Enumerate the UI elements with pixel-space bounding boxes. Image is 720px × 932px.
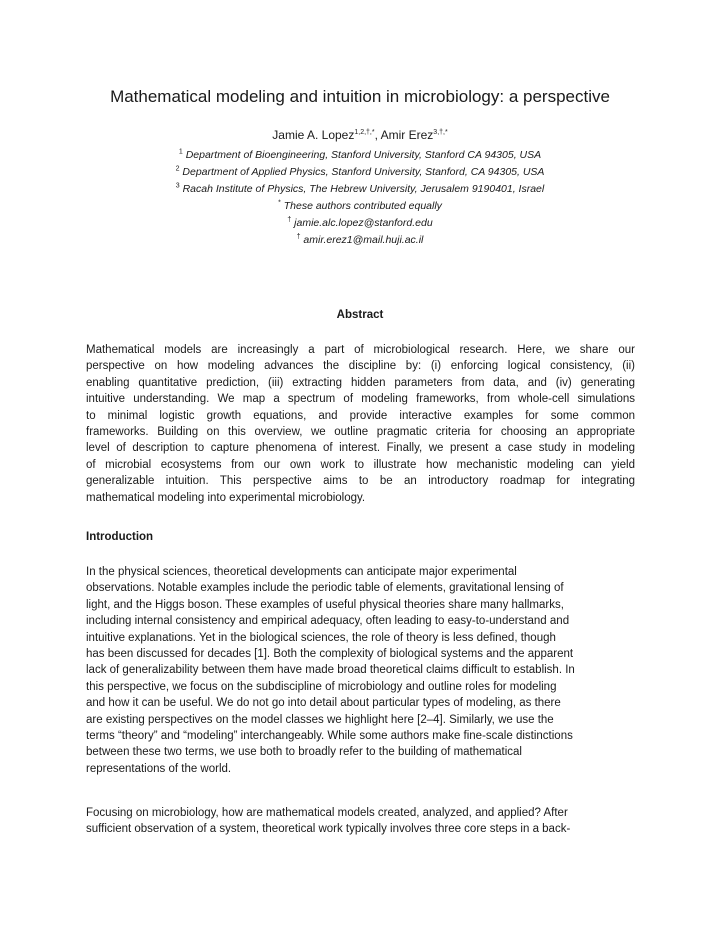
text-line: has been discussed for decades [1]. Both the complexity of biological systems and the apparent xyxy=(86,648,574,661)
text-line: In the physical sciences, theoretical developments can anticipate major experimental xyxy=(86,566,517,578)
email-link[interactable]: jamie.alc.lopez@stanford.edu xyxy=(294,217,433,229)
affiliation-line xyxy=(0,166,720,179)
affiliation-text: Department of Bioengineering, Stanford University, Stanford CA 94305, USA xyxy=(185,149,542,161)
text-line: between these two terms, we use both to broadly refer to the building of mathematical xyxy=(86,746,522,759)
affiliation-line xyxy=(0,149,720,162)
author-affiliation-marks: 1,2,†,* xyxy=(354,129,375,136)
text-line: Focusing on microbiology, how are mathematical models created, analyzed, and applied? After xyxy=(86,807,568,819)
author-name: Jamie A. Lopez xyxy=(272,128,355,142)
text-line: terms “theory” and “modeling” interchangeably. While some authors make fine-scale distinctions xyxy=(86,730,573,743)
affiliation-line xyxy=(0,217,720,230)
affiliation-line xyxy=(0,183,720,196)
author-separator: , xyxy=(374,128,381,142)
affiliation-text: Racah Institute of Physics, The Hebrew University, Jerusalem 9190401, Israel xyxy=(182,183,545,195)
affiliation-mark: † xyxy=(287,216,292,224)
text-line: enabling quantitative prediction, (iii) extracting hidden parameters from data, and (iv) generating xyxy=(86,376,635,389)
introduction-paragraph xyxy=(86,805,636,838)
affiliation-text: Department of Applied Physics, Stanford University, Stanford, CA 94305, USA xyxy=(182,166,545,178)
text-line: this perspective, we focus on the subdiscipline of microbiology and outline roles for modeling xyxy=(86,680,557,693)
text-line: Mathematical models are increasingly a part of microbiological research. Here, we share our xyxy=(86,344,635,356)
affiliation-mark: † xyxy=(296,233,301,241)
affiliation-line xyxy=(0,200,720,213)
affiliation-mark: 2 xyxy=(175,165,180,173)
text-line: intuitive understanding. We map a spectrum of modeling frameworks, from whole-cell simulations xyxy=(86,393,635,406)
text-line: to minimal logistic growth equations, and provide interactive examples for some common xyxy=(86,409,635,422)
affiliation-mark: 3 xyxy=(175,182,180,190)
author-name: Amir Erez xyxy=(380,128,434,142)
text-line: sufficient observation of a system, theoretical work typically involves three core steps in a back- xyxy=(86,823,571,836)
email-link[interactable]: amir.erez1@mail.huji.ac.il xyxy=(303,234,424,246)
text-line: and how it can be useful. We do not go into detail about particular types of modeling, as there xyxy=(86,697,561,710)
affiliation-text: These authors contributed equally xyxy=(283,200,442,212)
abstract-heading: Abstract xyxy=(336,309,384,321)
text-line: of microbial ecosystems from our own work to illustrate how mechanistic modeling can yield xyxy=(86,458,635,471)
author-line xyxy=(0,128,720,143)
text-line: generalizable intuition. This perspective aims to be an introductory roadmap for integrating xyxy=(86,475,635,488)
text-line: perspective on how modeling advances the discipline by: (i) enforcing logical consistency, (ii) xyxy=(86,360,635,373)
text-line: light, and the Higgs boson. These examples of useful physical theories share many hallmarks, xyxy=(86,598,564,611)
text-line: frameworks. Building on this overview, we outline pragmatic criteria for choosing an appropriate xyxy=(86,426,635,439)
author-affiliation-marks: 3,†,* xyxy=(433,129,448,136)
paper-title: Mathematical modeling and intuition in microbiology: a perspective xyxy=(110,87,610,106)
text-line: lack of generalizability between them have made broad theoretical claims difficult to establish. In xyxy=(86,664,575,677)
abstract-body xyxy=(86,342,635,506)
text-line: including internal consistency and empirical adequacy, often leading to easy-to-understand and xyxy=(86,615,570,628)
text-line: observations. Notable examples include the periodic table of elements, gravitational lensing of xyxy=(86,582,564,595)
affiliation-line xyxy=(0,234,720,247)
introduction-heading: Introduction xyxy=(86,531,154,543)
text-line: level of description to capture phenomena of interest. Finally, we present a case study in modeling xyxy=(86,442,635,455)
text-line: are existing perspectives on the model classes we highlight here [2–4]. Similarly, we use the xyxy=(86,713,554,726)
text-line: mathematical modeling into experimental microbiology. xyxy=(86,491,366,504)
affiliation-mark: 1 xyxy=(178,148,183,156)
text-line: representations of the world. xyxy=(86,762,232,775)
affiliation-mark: * xyxy=(278,199,281,207)
text-line: intuitive explanations. Yet in the biological sciences, the role of theory is less defined, though xyxy=(86,631,556,644)
introduction-paragraph xyxy=(86,564,636,777)
